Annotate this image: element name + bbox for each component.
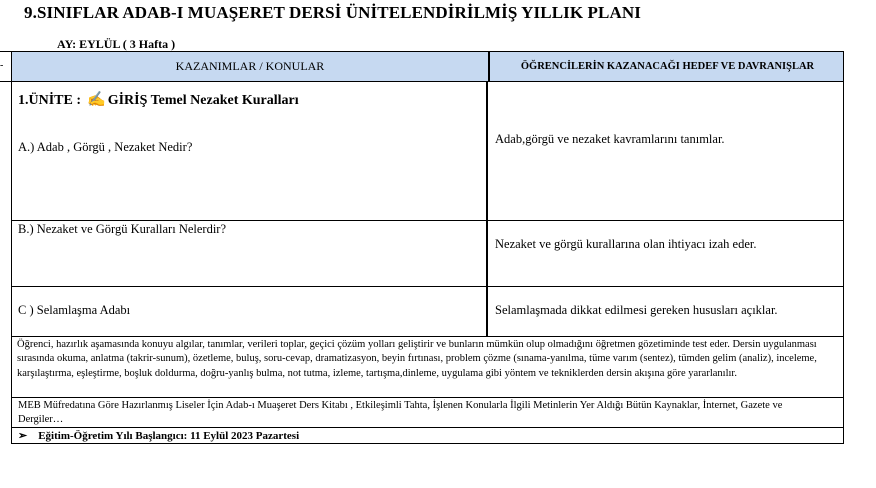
topic-cell: [12, 287, 488, 336]
methods-row: [11, 337, 844, 398]
goal-text: Nezaket ve görgü kurallarına olan ihtiyacı izah eder.: [495, 237, 757, 251]
goal-cell: [490, 221, 842, 286]
goal-cell: [490, 287, 842, 336]
month-label: AY: EYLÜL ( 3 Hafta ): [57, 37, 176, 51]
methods-text: Öğrenci, hazırlık aşamasında konuyu algılar, tanımlar, verileri toplar, geçici çözüm yolları geliştirir ve bunların mümkün olup olmadığını öğretmen gözetiminde test eder. Dersin uygulanması sırasında okuma, anlatma (takrir-sunum), özetleme, buluş, soru-cevap, dramatizasyon, beyin fırtınası, problem çözme (sınama-yanılma, tüme varım (sentez), tümden gelim (analiz), inceleme, karşılaştırma, eşleştirme, boşluk doldurma, doğru-yanlış bulma, not tutma, izleme, tartışma,dinleme, uygulama gibi yöntem ve tekniklerden dersin akışına göre yararlanılır.: [17, 339, 817, 379]
table-row: [11, 287, 844, 337]
table-row: [11, 82, 844, 221]
topic-cell: [12, 82, 488, 220]
sources-row: [11, 398, 844, 428]
unit-heading: [18, 90, 299, 109]
document-title: 9.SINIFLAR ADAB-I MUAŞERET DERSİ ÜNİTELENDİRİLMİŞ YILLIK PLANI: [24, 3, 641, 22]
topic-text: A.) Adab , Görgü , Nezaket Nedir?: [18, 140, 193, 154]
start-date-text: [18, 429, 299, 442]
sources-text: MEB Müfredatına Göre Hazırlanmış Liseler İçin Adab-ı Muaşeret Ders Kitabı , Etkileşimli Tahta, İşlenen Konularla İlgili Metinlerin Yer Aldığı Bütün Kaynaklar, İnternet, Gazete ve Dergiler…: [18, 400, 783, 425]
unit-label: 1.ÜNİTE :: [18, 93, 82, 108]
topic-cell: [12, 221, 488, 286]
start-date-label: Eğitim-Öğretim Yılı Başlangıcı: 11 Eylül 2023 Pazartesi: [38, 430, 300, 442]
arrow-bullet-icon: ➢: [18, 430, 28, 442]
start-row: [11, 428, 844, 444]
topic-text: C ) Selamlaşma Adabı: [18, 303, 131, 317]
header-goals: ÖĞRENCİLERİN KAZANACAĞI HEDEF VE DAVRANIŞLAR: [520, 61, 815, 72]
topic-text: B.) Nezaket ve Görgü Kuralları Nelerdir?: [18, 222, 227, 236]
table-row: [11, 221, 844, 287]
unit-title: GİRİŞ Temel Nezaket Kuralları: [107, 93, 299, 108]
header-topics: KAZANIMLAR / KONULAR: [12, 52, 490, 81]
table-header-row: [11, 51, 844, 82]
goal-text: Selamlaşmada dikkat edilmesi gereken hususları açıklar.: [495, 303, 778, 317]
goal-cell: [490, 82, 842, 220]
pen-icon: ✍: [87, 92, 106, 108]
left-column-stub: -: [0, 51, 11, 82]
goal-text: Adab,görgü ve nezaket kavramlarını tanımlar.: [495, 132, 725, 146]
